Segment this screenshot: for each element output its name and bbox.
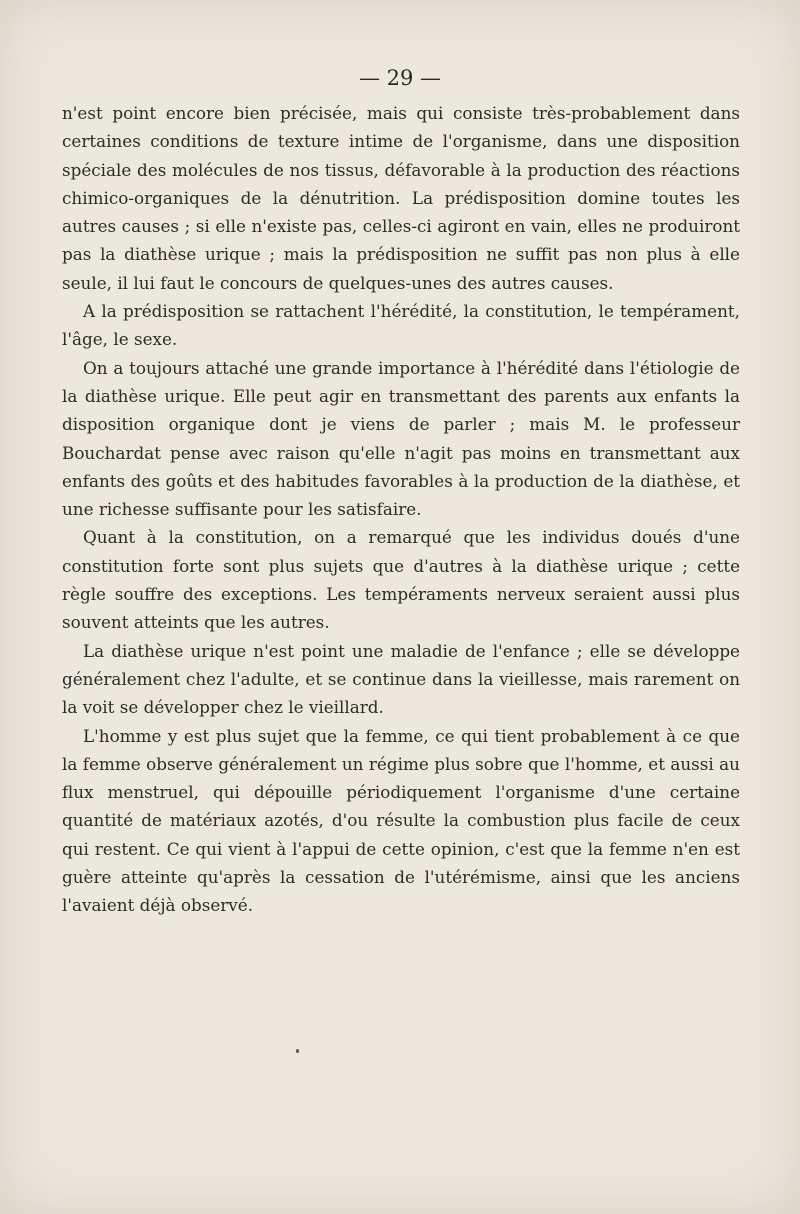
paragraph-age: La diathèse urique n'est point une maladie de l'enfance ; elle se développe généralement chez l'adulte, et se continue dans la vieillesse, mais rarement on la voit se développer chez le vieillard. bbox=[62, 640, 740, 718]
paragraph-predisposition-continuation: n'est point encore bien précisée, mais qui consiste très-probablement dans certaines conditions de texture intime de l'organisme, dans une disposition spéciale des molécules de nos tissus, défavorable à la production des réactions chimico-organiques de la dénutrition. La prédisposition domine toutes les autres causes ; si elle n'existe pas, celles-ci agiront en vain, elles ne produiront pas la diathèse urique ; mais la prédisposition ne suffit pas non plus à elle seule, il lui faut le concours de quelques-unes des autres causes. bbox=[62, 103, 740, 293]
ink-speck bbox=[296, 1049, 299, 1053]
body-text bbox=[62, 99, 740, 920]
page-number: — 29 — bbox=[358, 66, 442, 90]
paragraph-constitution: Quant à la constitution, on a remarqué que les individus doués d'une constitution forte sont plus sujets que d'autres à la diathèse urique ; cette règle souffre des exceptions. Les tempéraments nerveux seraient aussi plus souvent atteints que les autres. bbox=[62, 527, 740, 633]
paragraph-sex: L'homme y est plus sujet que la femme, ce qui tient probablement à ce que la femme observe généralement un régime plus sobre que l'homme, et aussi au flux menstruel, qui dépouille périodiquement l'organisme d'une certaine quantité de matériaux azotés, d'ou résulte la combustion plus facile de ceux qui restent. Ce qui vient à l'appui de cette opinion, c'est que la femme n'en est guère atteinte qu'après la cessation de l'utérémisme, ainsi que les anciens l'avaient déjà observé. bbox=[62, 725, 740, 916]
paragraph-heredity: On a toujours attaché une grande importance à l'hérédité dans l'étiologie de la diathèse urique. Elle peut agir en transmettant des parents aux enfants la disposition organique dont je viens de parler ; mais M. le professeur Bouchardat pense avec raison qu'elle n'agit pas moins en transmettant aux enfants des goûts et des habitudes favorables à la production de la diathèse, et une richesse suffisante pour les satisfaire. bbox=[62, 357, 740, 520]
paragraph-predisposition-factors: A la prédisposition se rattachent l'hérédité, la constitution, le tempérament, l'âge, le sexe. bbox=[62, 301, 740, 350]
